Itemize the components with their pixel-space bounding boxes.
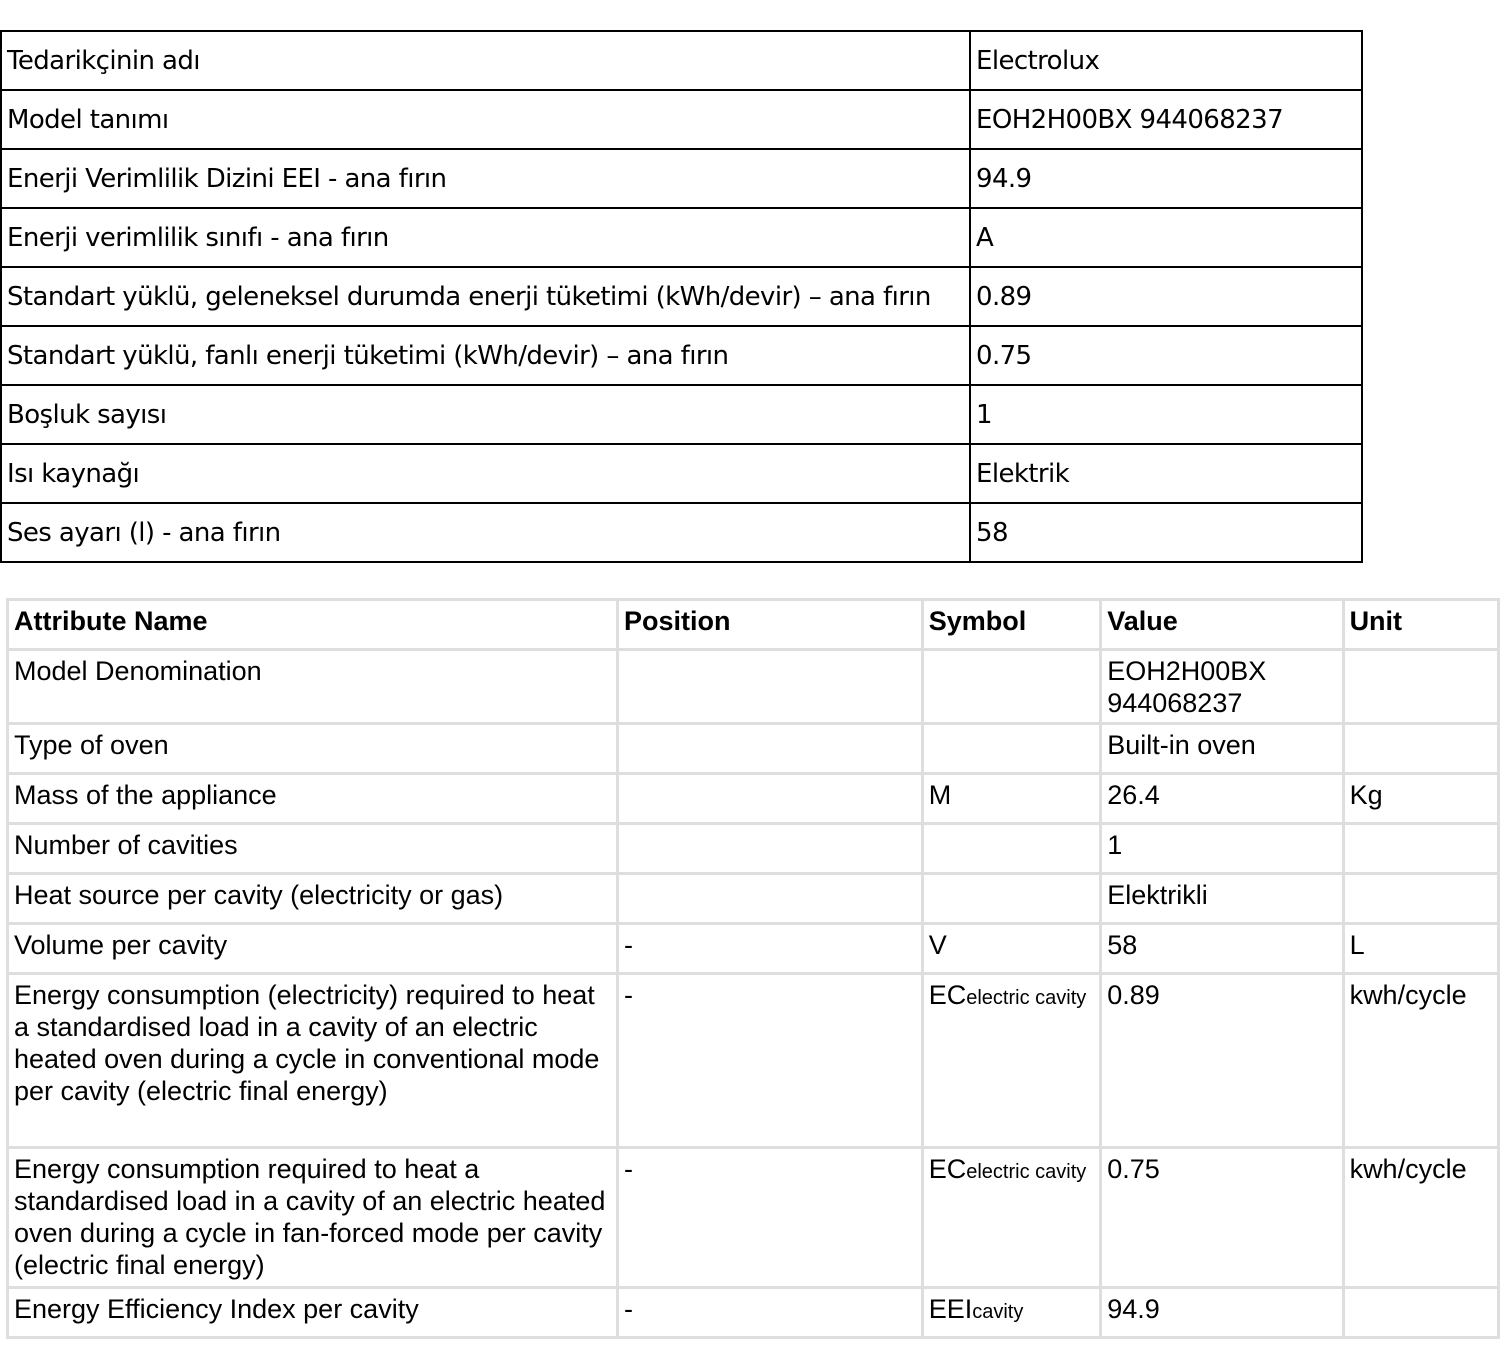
attribute-unit (1343, 824, 1498, 874)
table-row (1, 31, 1362, 90)
table-row (1, 208, 1362, 267)
attribute-value: 58 (1101, 924, 1343, 974)
symbol-main: EC (928, 980, 967, 1010)
symbol-main: EEI (928, 1294, 973, 1324)
attribute-value: 94.9 (1101, 1288, 1343, 1338)
attribute-value: 0.75 (1101, 1148, 1343, 1288)
attribute-unit: L (1343, 924, 1498, 974)
table-row (1, 385, 1362, 444)
attribute-table (6, 598, 1500, 1339)
attribute-value: 0.89 (1101, 974, 1343, 1148)
attribute-name: Mass of the appliance (8, 774, 618, 824)
table-row (8, 824, 1499, 874)
table-row (8, 974, 1499, 1148)
table-row (8, 874, 1499, 924)
header-row (8, 600, 1499, 650)
table-row (8, 650, 1499, 724)
attribute-position: - (618, 974, 923, 1148)
attribute-symbol (922, 1148, 1101, 1288)
attribute-name: Type of oven (8, 724, 618, 774)
attribute-name: Heat source per cavity (electricity or gas) (8, 874, 618, 924)
symbol-subscript: electric cavity (966, 987, 1087, 1009)
row-value: A (970, 208, 1362, 267)
attribute-value: Elektrikli (1101, 874, 1343, 924)
row-label: Boşluk sayısı (1, 385, 970, 444)
table-row (1, 326, 1362, 385)
attribute-position (618, 774, 923, 824)
table-row (1, 149, 1362, 208)
attribute-symbol (922, 650, 1101, 724)
table-row (8, 1288, 1499, 1338)
row-label: Enerji verimlilik sınıfı - ana fırın (1, 208, 970, 267)
table-row (8, 924, 1499, 974)
attribute-name: Energy consumption required to heat a standardised load in a cavity of an electric heated oven during a cycle in fan-forced mode per cavity (electric final energy) (8, 1148, 618, 1288)
row-label: Model tanımı (1, 90, 970, 149)
row-value: EOH2H00BX 944068237 (970, 90, 1362, 149)
attribute-value: Built-in oven (1101, 724, 1343, 774)
attribute-symbol (922, 774, 1101, 824)
symbol-main: EC (928, 1154, 967, 1184)
row-label: Standart yüklü, geleneksel durumda enerji tüketimi (kWh/devir) – ana fırın (1, 267, 970, 326)
row-value: 94.9 (970, 149, 1362, 208)
supplier-info-table (0, 30, 1363, 563)
table-row (1, 267, 1362, 326)
table-row (1, 503, 1362, 562)
attribute-position: - (618, 1148, 923, 1288)
table-row (1, 444, 1362, 503)
row-label: Isı kaynağı (1, 444, 970, 503)
attribute-unit (1343, 874, 1498, 924)
symbol-main: V (928, 930, 947, 960)
attribute-value: EOH2H00BX 944068237 (1101, 650, 1343, 724)
row-label: Ses ayarı (l) - ana fırın (1, 503, 970, 562)
table-row (8, 774, 1499, 824)
attribute-unit (1343, 1288, 1498, 1338)
header-value: Value (1101, 600, 1343, 650)
attribute-unit: kwh/cycle (1343, 974, 1498, 1148)
row-label: Enerji Verimlilik Dizini EEI - ana fırın (1, 149, 970, 208)
row-value: 1 (970, 385, 1362, 444)
attribute-unit: kwh/cycle (1343, 1148, 1498, 1288)
attribute-symbol (922, 1288, 1101, 1338)
header-position: Position (618, 600, 923, 650)
attribute-position: - (618, 924, 923, 974)
attribute-symbol (922, 874, 1101, 924)
attribute-symbol (922, 924, 1101, 974)
row-value: 0.89 (970, 267, 1362, 326)
attribute-value: 26.4 (1101, 774, 1343, 824)
attribute-symbol (922, 724, 1101, 774)
attribute-symbol (922, 974, 1101, 1148)
header-symbol: Symbol (922, 600, 1101, 650)
header-unit: Unit (1343, 600, 1498, 650)
symbol-main: M (928, 780, 952, 810)
attribute-symbol (922, 824, 1101, 874)
table-row (8, 1148, 1499, 1288)
attribute-position: - (618, 1288, 923, 1338)
attribute-unit (1343, 650, 1498, 724)
attribute-name: Model Denomination (8, 650, 618, 724)
row-label: Tedarikçinin adı (1, 31, 970, 90)
row-label: Standart yüklü, fanlı enerji tüketimi (kWh/devir) – ana fırın (1, 326, 970, 385)
attribute-name: Volume per cavity (8, 924, 618, 974)
attribute-position (618, 874, 923, 924)
table-row (1, 90, 1362, 149)
row-value: Electrolux (970, 31, 1362, 90)
attribute-unit (1343, 724, 1498, 774)
attribute-name: Energy consumption (electricity) required to heat a standardised load in a cavity of an electric heated oven during a cycle in conventional mode per cavity (electric final energy) (8, 974, 618, 1148)
header-attribute-name: Attribute Name (8, 600, 618, 650)
table-row (8, 724, 1499, 774)
symbol-subscript: cavity (972, 1301, 1024, 1323)
attribute-position (618, 650, 923, 724)
attribute-name: Number of cavities (8, 824, 618, 874)
symbol-subscript: electric cavity (966, 1161, 1087, 1183)
attribute-position (618, 724, 923, 774)
attribute-value: 1 (1101, 824, 1343, 874)
row-value: Elektrik (970, 444, 1362, 503)
attribute-name: Energy Efficiency Index per cavity (8, 1288, 618, 1338)
attribute-unit: Kg (1343, 774, 1498, 824)
row-value: 58 (970, 503, 1362, 562)
attribute-position (618, 824, 923, 874)
row-value: 0.75 (970, 326, 1362, 385)
